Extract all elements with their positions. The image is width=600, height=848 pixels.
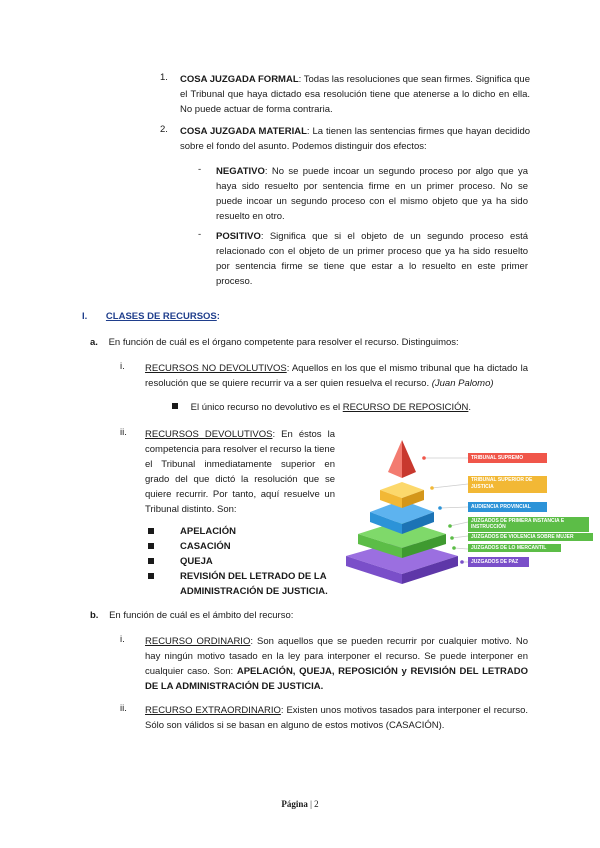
page-number: 2 [314, 799, 319, 809]
bullet-link-text: RECURSO DE REPOSICIÓN [342, 402, 469, 413]
roman-number: i. [120, 361, 125, 372]
subsection-b [90, 610, 540, 621]
item-title: COSA JUZGADA MATERIAL [180, 126, 307, 137]
pyramid-label-tsj: TRIBUNAL SUPERIOR DE JUSTICIA [468, 476, 547, 493]
pyramid-label-tribunal-supremo: TRIBUNAL SUPREMO [468, 453, 547, 463]
section-number: I. [82, 311, 88, 322]
section-heading: I. CLASES DE RECURSOS: [82, 311, 220, 322]
bullet-reposicion: El único recurso no devolutivo es el RECURSO DE REPOSICIÓN. [172, 402, 522, 413]
item-title: RECURSO EXTRAORDINARIO [145, 705, 281, 716]
effect-negativo [198, 164, 528, 224]
square-bullet-icon [148, 543, 154, 549]
dash-marker: - [198, 229, 202, 240]
item-text: : Todas las resoluciones que sean firmes. Significa que el Tribunal que haya dictado esa resolución tiene que atenerse a lo dicho en ella. No puede actuar de forma contraria. [180, 74, 530, 115]
pyramid-label-mercantil: JUZGADOS DE LO MERCANTIL [468, 544, 561, 552]
item-recursos-devolutivos [120, 427, 335, 517]
effect-text: : No se puede incoar un segundo proceso por algo que ya haya sido resuelto por sentencia firme en un primer proceso. No se puede incoar un segundo proceso con el mismo objeto que ya ha sido resuelto en otro. [216, 166, 528, 222]
square-bullet-icon [148, 528, 154, 534]
item-title: RECURSO ORDINARIO [145, 636, 251, 647]
roman-number: ii. [120, 703, 127, 714]
item-tail: APELACIÓN, QUEJA, REPOSICIÓN y REVISIÓN DEL LETRADO DE LA ADMINISTRACIÓN DE JUSTICIA. [145, 666, 528, 692]
subsection-text: En función de cuál es el ámbito del recurso: [109, 610, 294, 621]
item-text: : Aquellos en los que el mismo tribunal que ha dictado la resolución que se quiere recurrir va a ser quien resuelva el recurso. [145, 363, 528, 389]
list-number: 2. [160, 124, 168, 135]
effect-title: POSITIVO [216, 231, 261, 242]
list-item: QUEJA [148, 554, 338, 569]
letter-marker: b. [90, 610, 99, 621]
item-title: RECURSOS NO DEVOLUTIVOS [145, 363, 287, 374]
devolutivos-list [148, 524, 338, 599]
footer-label: Página [281, 799, 308, 809]
item-author: (Juan Palomo) [431, 378, 494, 389]
dash-marker: - [198, 164, 202, 175]
item-text: : Existen unos motivos tasados para interponer el recurso. Sólo son válidos si se basan en alguno de estos motivos (CASACIÓN). [145, 705, 529, 731]
effect-text: : Significa que si el objeto de un segundo proceso está relacionado con el objeto de un primer proceso que ya ha sido resuelto por sentencia firme se tiene que estar a lo resuelto en este primer proceso. [216, 231, 528, 287]
square-bullet-icon [148, 558, 154, 564]
item-recursos-no-devolutivos [120, 361, 528, 391]
list-number: 1. [160, 72, 168, 83]
item-text: : Son aquellos que se pueden recurrir por cualquier motivo. No hay ningún motivo tasado en la ley para interponer el recurso. Se puede interponer en cualquier caso. Son: [145, 636, 528, 677]
footer-separator: | [310, 799, 312, 809]
subsection-a [90, 337, 540, 348]
effect-positivo [198, 229, 528, 289]
list-item: CASACIÓN [148, 539, 338, 554]
pyramid-label-juzgados-paz: JUZGADOS DE PAZ [468, 557, 529, 567]
item-recurso-extraordinario [120, 703, 528, 733]
effect-title: NEGATIVO [216, 166, 265, 177]
subsection-text: En función de cuál es el órgano competente para resolver el recurso. Distinguimos: [108, 337, 459, 348]
list-item: REVISIÓN DEL LETRADO DE LA ADMINISTRACIÓN DE JUSTICIA. [148, 569, 338, 599]
item-text: : En éstos la competencia para resolver el recurso la tiene el Tribunal inmediatamente superior en grado del que dictó la resolución que se quiere recurrir. Por tanto, aquí resuelve un Tribunal distinto. Son: [145, 429, 335, 515]
bullet-text: El único recurso no devolutivo es el [190, 402, 343, 413]
list-item: APELACIÓN [148, 524, 338, 539]
pyramid-label-audiencia-provincial: AUDIENCIA PROVINCIAL [468, 502, 547, 512]
item-text: : La tienen las sentencias firmes que hayan decidido sobre el fondo del asunto. Podemos distinguir dos efectos: [180, 126, 531, 152]
pyramid-label-primera-instancia: JUZGADOS DE PRIMERA INSTANCIA E INSTRUCCIÓN [468, 517, 589, 532]
letter-marker: a. [90, 337, 98, 348]
square-bullet-icon [172, 403, 178, 409]
list-item-cosa-juzgada-formal [160, 72, 530, 117]
section-title: CLASES DE RECURSOS [105, 311, 217, 322]
page-footer [0, 799, 600, 809]
item-title: RECURSOS DEVOLUTIVOS [145, 429, 273, 440]
roman-number: i. [120, 634, 125, 645]
item-title: COSA JUZGADA FORMAL [180, 74, 299, 85]
court-hierarchy-pyramid [340, 432, 595, 592]
roman-number: ii. [120, 427, 127, 438]
pyramid-label-violencia-mujer: JUZGADOS DE VIOLENCIA SOBRE MUJER [468, 533, 593, 541]
list-item-cosa-juzgada-material [160, 124, 530, 154]
item-recurso-ordinario [120, 634, 528, 694]
square-bullet-icon [148, 573, 154, 579]
